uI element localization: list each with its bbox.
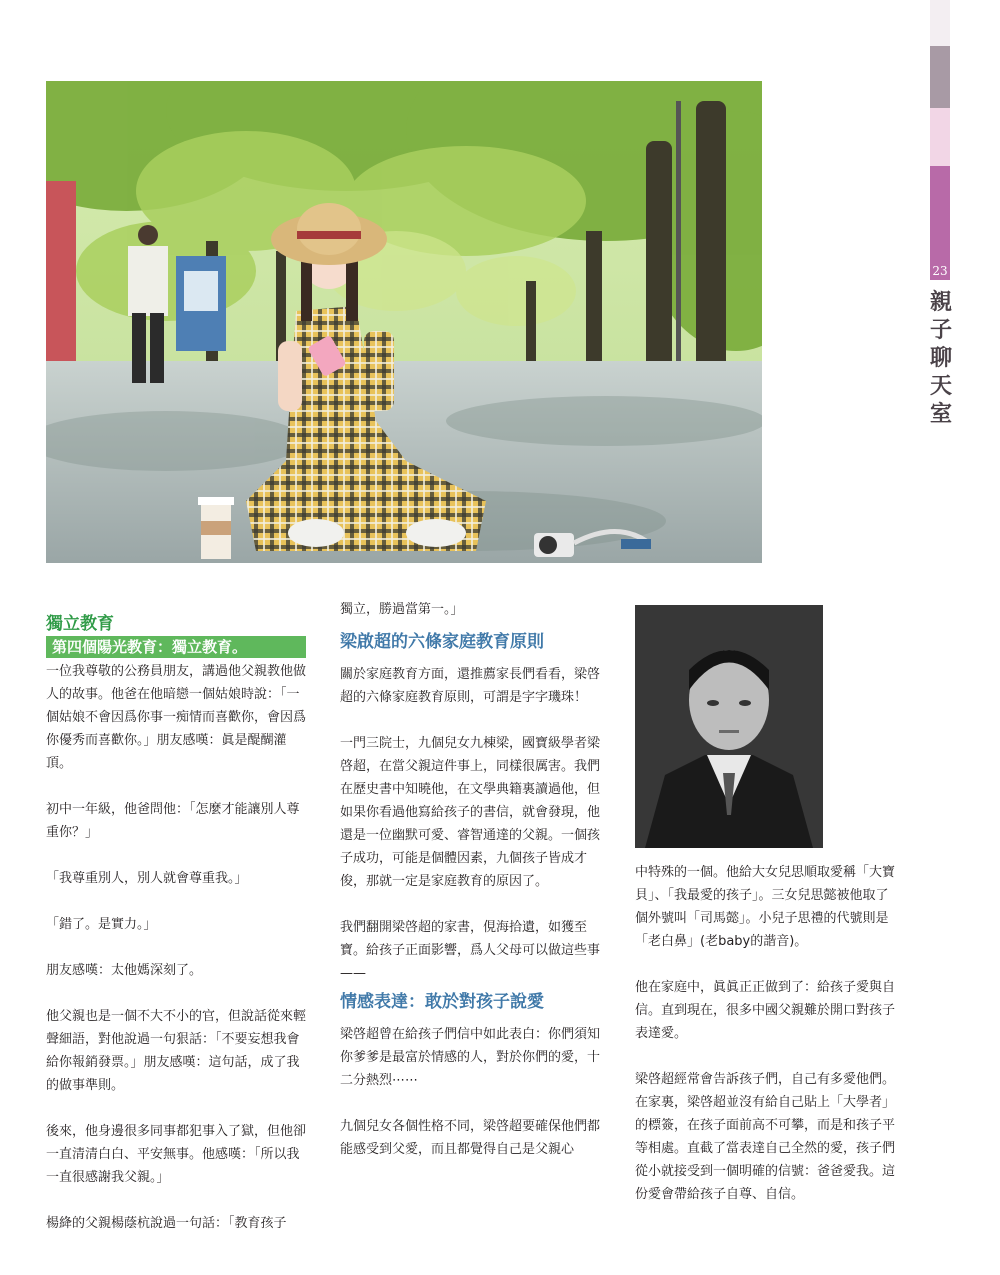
paragraph: 「我尊重別人，別人就會尊重我。」 bbox=[46, 871, 248, 886]
paragraph: 一門三院士，九個兒女九棟梁，國寶級學者梁啓超，在當父親這件事上，同樣很厲害。我們在歷史書中知曉他，在文學典籍裏讀過他，但如果你看過他寫給孩子的書信，就會發現，他還是一位幽默可愛、睿智通達的父親。一個孩子成功，可能是個體因素，九個孩子皆成才俊，那就一定是家庭教育的原因了。 bbox=[340, 736, 601, 889]
paragraph: 「錯了。是實力。」 bbox=[46, 917, 157, 932]
heading-emotional-expression: 情感表達：敢於對孩子說愛 bbox=[340, 992, 544, 1012]
column-1 bbox=[46, 612, 308, 1258]
section-tab-grey bbox=[930, 46, 950, 108]
paragraph: 楊絳的父親楊蔭杭說過一句話：「教育孩子 bbox=[46, 1216, 287, 1231]
heading-independent-education: 獨立教育 bbox=[46, 614, 114, 634]
hero-photo bbox=[46, 81, 762, 563]
paragraph: 他父親也是一個不大不小的官，但說話從來輕聲細語，對他說過一句狠話：「不要妄想我會給你報銷發票。」朋友感嘆：這句話，成了我的做事準則。 bbox=[46, 1009, 307, 1093]
paragraph: 他在家庭中，眞眞正正做到了：給孩子愛與自信。直到現在，很多中國父親難於開口對孩子表達愛。 bbox=[635, 980, 896, 1041]
subheading-sunshine-education: 第四個陽光教育：獨立教育。 bbox=[46, 636, 306, 658]
portrait-photo bbox=[635, 605, 823, 848]
paragraph: 一位我尊敬的公務員朋友，講過他父親教他做人的故事。他爸在他暗戀一個姑娘時說：「一個姑娘不會因爲你事一痴情而喜歡你，會因爲你優秀而喜歡你。」朋友感嘆：眞是醍醐灌頂。 bbox=[46, 664, 307, 771]
paragraph: 初中一年級，他爸問他：「怎麼才能讓別人尊重你？」 bbox=[46, 802, 300, 840]
paragraph: 後來，他身邊很多同事都犯事入了獄，但他卻一直清清白白、平安無事。他感嘆：「所以我一直很感謝我父親。」 bbox=[46, 1124, 307, 1185]
column-2 bbox=[340, 598, 604, 1184]
heading-six-principles: 梁啟超的六條家庭教育原則 bbox=[340, 632, 544, 652]
paragraph: 梁啓超曾在給孩子們信中如此表白：你們須知你爹爹是最富於情感的人，對於你們的愛，十二分熱烈⋯⋯ bbox=[340, 1027, 601, 1088]
page-number: 23 bbox=[930, 262, 950, 280]
paragraph: 朋友感嘆：太他媽深刻了。 bbox=[46, 963, 203, 978]
paragraph: 獨立，勝過當第一。」 bbox=[340, 602, 464, 617]
paragraph: 中特殊的一個。他給大女兒思順取愛稱「大寶貝」、「我最愛的孩子」。三女兒思懿被他取了個外號叫「司馬懿」。小兒子思禮的代號則是「老白鼻」(老baby的諧音)。 bbox=[635, 865, 896, 949]
paragraph: 九個兒女各個性格不同，梁啓超要確保他們都能感受到父愛，而且都覺得自己是父親心 bbox=[340, 1119, 601, 1157]
section-tab-pink bbox=[930, 108, 950, 166]
section-tab-top bbox=[930, 0, 950, 46]
paragraph: 我們翻開梁啓超的家書，俔海拾遺，如獲至寶。給孩子正面影響，爲人父母可以做這些事—— bbox=[340, 920, 601, 981]
paragraph: 梁啓超經常會告訴孩子們，自己有多愛他們。在家裏，梁啓超並沒有給自己貼上「大學者」的標簽，在孩子面前高不可攀，而是和孩子平等相處。直截了當表達自己全然的愛，孩子們從小就接受到一個明確的信號：爸爸愛我。這份愛會帶給孩子自尊、自信。 bbox=[635, 1072, 896, 1202]
paragraph: 關於家庭教育方面，還推薦家長們看看，梁啓超的六條家庭教育原則，可謂是字字璣珠！ bbox=[340, 667, 601, 705]
section-title: 親子聊天室 bbox=[930, 289, 953, 427]
column-3 bbox=[635, 861, 900, 1229]
section-tab-purple bbox=[930, 166, 950, 262]
